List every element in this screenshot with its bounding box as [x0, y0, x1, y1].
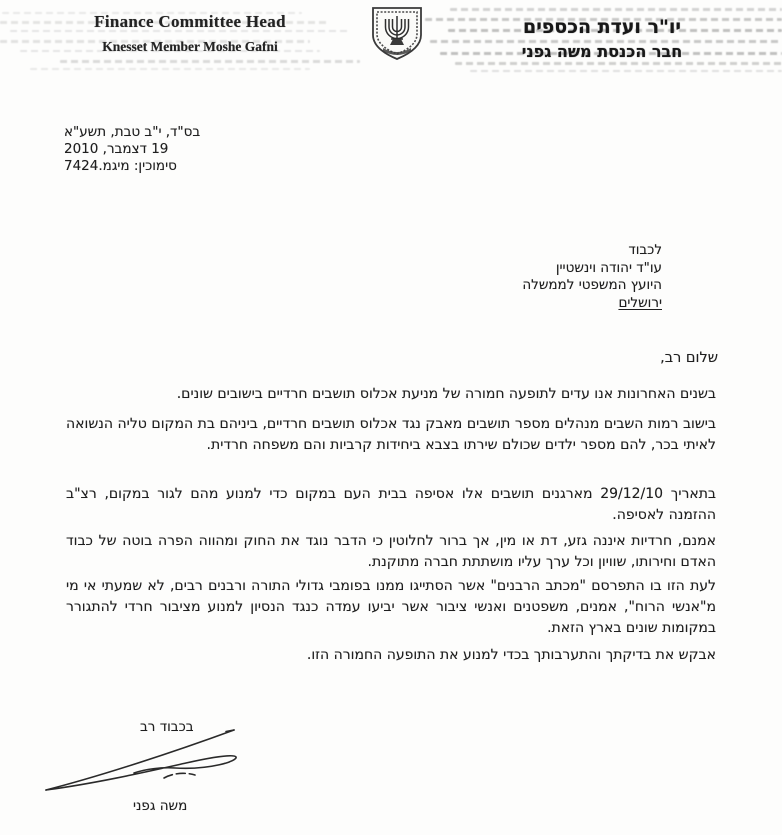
addressee-to-label: לכבוד [628, 242, 662, 258]
date-reference-block [64, 124, 284, 175]
reference-number: סימוכין: מיגמ.7424 [64, 158, 177, 174]
body-paragraph: בשנים האחרונות אנו עדים לתופעה חמורה של מניעת אכלוס תושבים חרדיים בישובים שונים. [176, 386, 716, 402]
signer-name: משה גפני [133, 798, 188, 814]
addressee-title: היועץ המשפטי לממשלה [522, 277, 662, 293]
scan-noise-streak [30, 68, 310, 70]
handwritten-signature-scribble [38, 720, 248, 798]
body-paragraph: אמנם, חרדיות איננה גזע, דת או מין, אך ברור לחלוטין כי הדבר נוגד את החוק ומהווה הפרה בוטה של כבוד האדם וחירותו, שוויון וכל ערך עליו מושתתת חברה מתוקנת. [66, 533, 716, 570]
letterhead-title-hebrew: יו"ר ועדת הכספים [522, 16, 682, 38]
body-paragraph: בישוב רמות השבים מנהלים מספר תושבים מאבק נגד אכלוס תושבים חרדיים, ביניהם בת המקום טליה הנשואה לאיתי בכר, להם מספר ילדים שכולם שירתו בצבא ביחידות קרביות והם משפחה חרדית. [66, 416, 716, 453]
addressee-block [402, 242, 662, 312]
body-paragraph: בתאריך 29/12/10 מארגנים תושבים אלו אסיפה בבית העם במקום כדי למנוע מהם לגור במקום, רצ"ב ההזמנה לאסיפה. [66, 486, 717, 523]
scan-noise-streak [60, 60, 360, 63]
addressee-city: ירושלים [618, 294, 662, 311]
scan-noise-streak [455, 62, 782, 65]
letterhead-english [40, 12, 340, 55]
body-paragraph: לעת הזו בו התפרסם "מכתב הרבנים" אשר הסתייגו ממנו בפומבי גדולי התורה ורבנים רבים, לא שמעתי אי מי מ"אנשי הרוח", אמנים, משפטנים ואנשי ציבור אשר יביעו עמדה כנגד הנסיון למנוע מציבור חרדי להתגורר במקומות שונים בארץ הזאת. [66, 578, 716, 636]
body-paragraph: אבקש את בדיקתך והתערבותך בכדי למנוע את התופעה החמורה הזו. [306, 647, 716, 663]
letterhead-hebrew [452, 16, 752, 61]
closing-phrase: בכבוד רב [140, 719, 194, 735]
letterhead-subtitle-english: Knesset Member Moshe Gafni [102, 39, 278, 54]
salutation: שלום רב, [660, 350, 718, 366]
hebrew-date: בס"ד, י"ב טבת, תשע"א [64, 124, 201, 140]
israel-state-emblem-icon [366, 5, 428, 63]
gregorian-date: 19 דצמבר, 2010 [64, 141, 169, 157]
addressee-name: עו"ד יהודה וינשטיין [555, 259, 662, 276]
letterhead-subtitle-hebrew: חבר הכנסת משה גפני [521, 42, 683, 61]
scan-noise-streak [470, 70, 782, 72]
letterhead-title-english: Finance Committee Head [94, 12, 286, 31]
scan-noise-streak [450, 8, 782, 11]
